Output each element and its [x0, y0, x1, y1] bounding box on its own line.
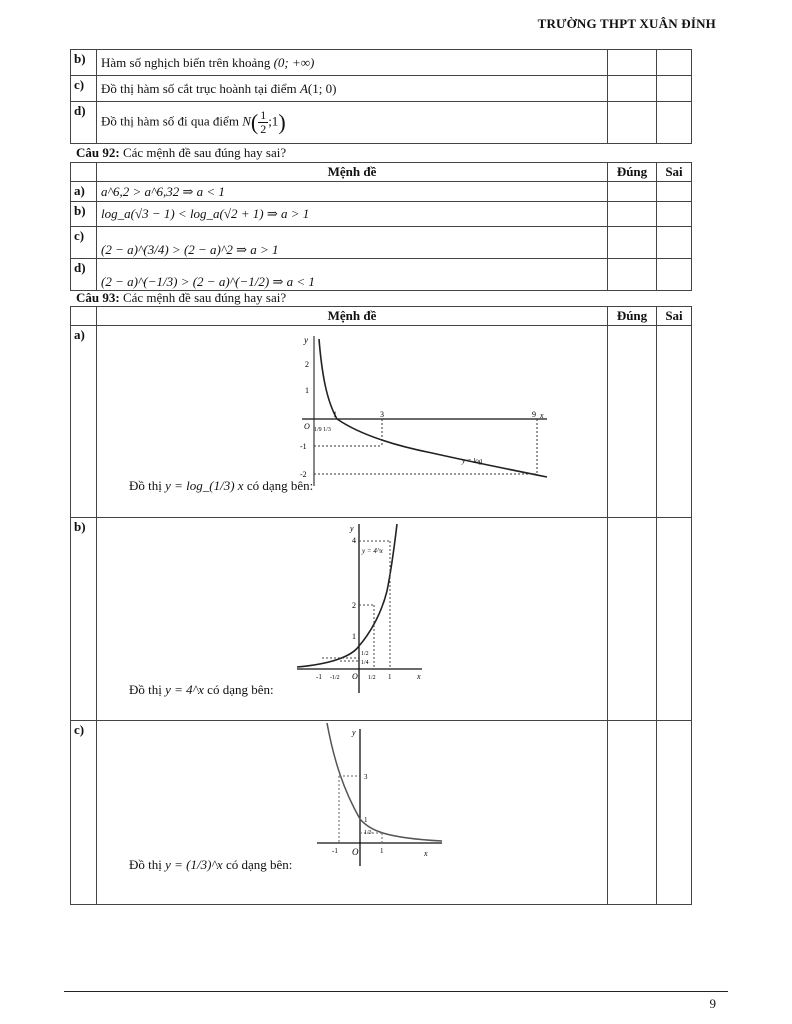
statement-cell: log_a(√3 − 1) < log_a(√2 + 1) ⇒ a > 1	[97, 202, 608, 227]
row-label: c)	[71, 721, 97, 905]
header-true: Đúng	[608, 307, 657, 326]
page-number: 9	[709, 996, 716, 1011]
y-tick: 1/4	[361, 660, 369, 666]
statement-cell: Đồ thị hàm số đi qua điểm N( $\frac{1}{2}$ ;1)	[97, 102, 608, 144]
false-cell[interactable]	[657, 50, 692, 76]
true-cell[interactable]	[608, 518, 657, 721]
true-cell[interactable]	[608, 326, 657, 518]
y-axis-label: y	[350, 524, 354, 533]
true-cell[interactable]	[608, 227, 657, 259]
footer-divider	[64, 991, 728, 992]
y-tick: -1	[300, 442, 307, 451]
fraction: $\frac{1}{2}$	[260, 108, 267, 136]
table-row	[71, 76, 692, 102]
x-tick: -1	[316, 673, 322, 681]
fraction-ticks: 1/9 1/3	[314, 427, 331, 433]
graph-caption: Đồ thị y = log_(1/3) x có dạng bên:	[129, 478, 314, 493]
row-label: a)	[71, 182, 97, 202]
table-row	[71, 182, 692, 202]
x-tick: 1	[380, 847, 384, 855]
row-label: b)	[71, 50, 97, 76]
q92-table	[70, 162, 692, 291]
graph-caption: Đồ thị y = 4^x có dạng bên:	[129, 682, 274, 697]
false-cell[interactable]	[657, 721, 692, 905]
statement-cell: (2 − a)^(−1/3) > (2 − a)^(−1/2) ⇒ a < 1	[97, 259, 608, 291]
y-tick: -2	[300, 470, 307, 479]
y-tick: 1/3	[364, 830, 372, 836]
x-axis-label: x	[540, 411, 544, 420]
x-tick: -1	[332, 847, 338, 855]
true-cell[interactable]	[608, 182, 657, 202]
table-row	[71, 721, 692, 905]
x-tick: 1	[333, 410, 337, 419]
graph-exp-one-third	[312, 721, 452, 871]
table-header-row	[71, 163, 692, 182]
table-row	[71, 518, 692, 721]
header-true: Đúng	[608, 163, 657, 182]
statement-cell: a^6,2 > a^6,32 ⇒ a < 1	[97, 182, 608, 202]
true-cell[interactable]	[608, 721, 657, 905]
statement-cell: (2 − a)^(3/4) > (2 − a)^2 ⇒ a > 1	[97, 227, 608, 259]
curve-label: y = 4^x	[362, 547, 383, 555]
true-cell[interactable]	[608, 102, 657, 144]
row-label: d)	[71, 259, 97, 291]
y-axis-label: y	[304, 335, 308, 345]
false-cell[interactable]	[657, 76, 692, 102]
origin-label: O	[304, 422, 310, 431]
y-tick: 3	[364, 773, 368, 781]
origin-label: O	[352, 847, 359, 857]
true-cell[interactable]	[608, 259, 657, 291]
y-tick: 1	[352, 632, 356, 641]
x-tick: 3	[380, 410, 384, 419]
x-axis-label: x	[417, 672, 421, 681]
row-label: c)	[71, 76, 97, 102]
statement-cell: Hàm số nghịch biến trên khoảng (0; +∞)	[97, 50, 608, 76]
false-cell[interactable]	[657, 227, 692, 259]
row-label: c)	[71, 227, 97, 259]
x-tick: -1/2	[330, 675, 340, 681]
false-cell[interactable]	[657, 326, 692, 518]
graph-log-one-third	[292, 331, 552, 491]
statement-cell	[97, 326, 608, 518]
header-false: Sai	[657, 163, 692, 182]
table-row	[71, 259, 692, 291]
statement-cell: Đồ thị hàm số cắt trục hoành tại điểm A(1; 0)	[97, 76, 608, 102]
true-cell[interactable]	[608, 50, 657, 76]
x-tick: 9	[532, 410, 536, 419]
table-row	[71, 326, 692, 518]
q93-table	[70, 306, 692, 905]
statement-cell	[97, 721, 608, 905]
statement-cell	[97, 518, 608, 721]
false-cell[interactable]	[657, 518, 692, 721]
false-cell[interactable]	[657, 102, 692, 144]
y-tick: 2	[352, 601, 356, 610]
header-statement: Mệnh đề	[97, 163, 608, 182]
false-cell[interactable]	[657, 259, 692, 291]
table-row	[71, 227, 692, 259]
y-tick: 4	[352, 536, 356, 545]
row-label: d)	[71, 102, 97, 144]
school-header: TRƯỜNG THPT XUÂN ĐỈNH	[537, 16, 716, 31]
top-table	[70, 49, 692, 144]
y-tick: 1/2	[361, 651, 369, 657]
y-tick: 1	[364, 816, 368, 824]
row-label: b)	[71, 202, 97, 227]
table-row	[71, 102, 692, 144]
question-93-title: Câu 93: Các mệnh đề sau đúng hay sai?	[76, 290, 287, 305]
graph-exp-4	[292, 521, 432, 696]
table-row	[71, 202, 692, 227]
table-row	[71, 50, 692, 76]
curve-label: y = log	[462, 457, 483, 465]
header-false: Sai	[657, 307, 692, 326]
y-axis-label: y	[352, 728, 356, 737]
row-label: a)	[71, 326, 97, 518]
table-header-row	[71, 307, 692, 326]
graph-caption: Đồ thị y = (1/3)^x có dạng bên:	[129, 857, 293, 872]
question-92-title: Câu 92: Các mệnh đề sau đúng hay sai?	[76, 145, 287, 160]
true-cell[interactable]	[608, 76, 657, 102]
x-tick: 1	[388, 673, 392, 681]
x-tick: 1/2	[368, 675, 376, 681]
origin-label: O	[352, 672, 358, 681]
false-cell[interactable]	[657, 202, 692, 227]
header-statement: Mệnh đề	[97, 307, 608, 326]
x-axis-label: x	[424, 849, 428, 858]
row-label: b)	[71, 518, 97, 721]
true-cell[interactable]	[608, 202, 657, 227]
false-cell[interactable]	[657, 182, 692, 202]
y-tick: 1	[305, 386, 309, 395]
y-tick: 2	[305, 360, 309, 369]
